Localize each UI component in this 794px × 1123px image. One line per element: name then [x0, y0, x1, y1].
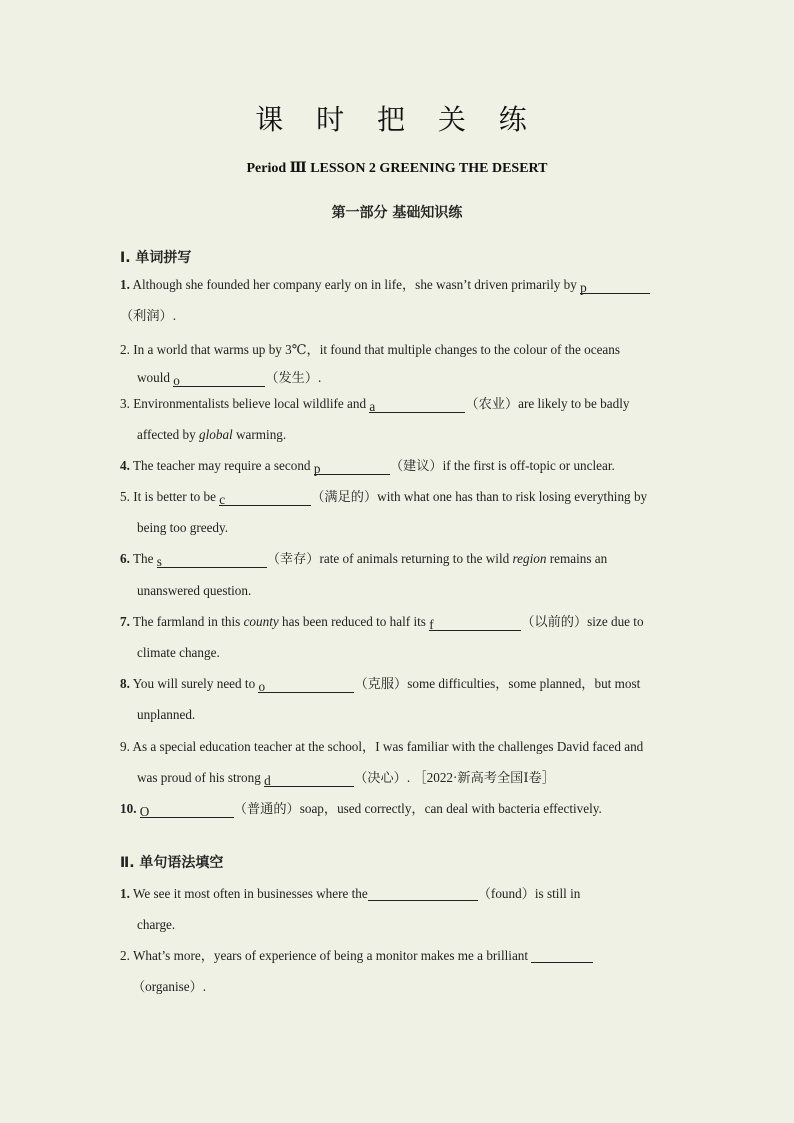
answer-blank[interactable]: p — [314, 459, 390, 475]
question-10: 10. O （普通的）soap，used correctly，can deal with bacteria effectively. — [120, 801, 602, 819]
question-4: 4. The teacher may require a second p （建议）if the first is off-topic or unclear. — [120, 458, 615, 476]
question-7-line-2: climate change. — [137, 645, 220, 660]
question-6-line-1: 6. The s （幸存）rate of animals returning to the wild region remains an — [120, 551, 608, 569]
answer-blank[interactable]: c — [219, 490, 311, 506]
answer-blank[interactable]: p — [580, 278, 650, 294]
section-heading-spelling: Ⅰ. 单词拼写 — [120, 250, 192, 266]
answer-blank[interactable] — [368, 885, 478, 901]
question-3-line-2: affected by global warming. — [137, 427, 287, 442]
question-1-line-2: （利润）. — [120, 308, 177, 323]
question-1-line-1: 1. Although she founded her company early on in life，she wasn’t driven primarily by p — [120, 275, 680, 295]
page-title: 课 时 把 关 练 — [255, 103, 539, 136]
answer-blank[interactable] — [531, 947, 593, 963]
answer-blank[interactable]: f — [429, 615, 521, 631]
question-8-line-2: unplanned. — [137, 707, 196, 722]
question-5-line-1: 5. It is better to be c （满足的）with what one has than to risk losing everything by — [120, 489, 648, 507]
answer-blank[interactable]: o — [258, 677, 354, 693]
answer-blank[interactable]: s — [157, 552, 267, 568]
grammar-question-2-line-1: 2. What’s more，years of experience of being a monitor makes me a brilliant — [120, 946, 680, 966]
answer-blank[interactable]: a — [369, 397, 465, 413]
question-8-line-1: 8. You will surely need to o （克服）some difficulties，some planned，but most — [120, 676, 641, 694]
grammar-question-1-line-1: 1. We see it most often in businesses where the （found）is still in — [120, 886, 581, 901]
answer-blank[interactable]: d — [264, 771, 354, 787]
question-5-line-2: being too greedy. — [137, 520, 229, 535]
section-heading-grammar: Ⅱ. 单句语法填空 — [120, 855, 224, 871]
answer-blank[interactable]: O — [140, 802, 234, 818]
question-9-line-2: was proud of his strong d （决心）. ［2022·新高考全国Ⅰ卷］ — [137, 770, 555, 788]
question-7-line-1: 7. The farmland in this county has been reduced to half its f （以前的）size due to — [120, 614, 644, 632]
question-9-line-1: 9. As a special education teacher at the school，I was familiar with the challenges David faced and — [120, 739, 644, 754]
question-3-line-1: 3. Environmentalists believe local wildlife and a （农业）are likely to be badly — [120, 396, 630, 414]
question-2-line-1: 2. In a world that warms up by 3℃，it found that multiple changes to the colour of the oceans — [120, 342, 621, 357]
question-6-line-2: unanswered question. — [137, 583, 252, 598]
grammar-question-2-line-2: （organise）. — [132, 979, 207, 994]
answer-blank[interactable]: o — [173, 371, 265, 387]
lesson-subtitle: Period Ⅲ LESSON 2 GREENING THE DESERT — [246, 161, 548, 176]
question-2-line-2: would o （发生）. — [137, 370, 322, 388]
part-heading: 第一部分 基础知识练 — [331, 205, 463, 221]
grammar-question-1-line-2: charge. — [137, 917, 176, 932]
